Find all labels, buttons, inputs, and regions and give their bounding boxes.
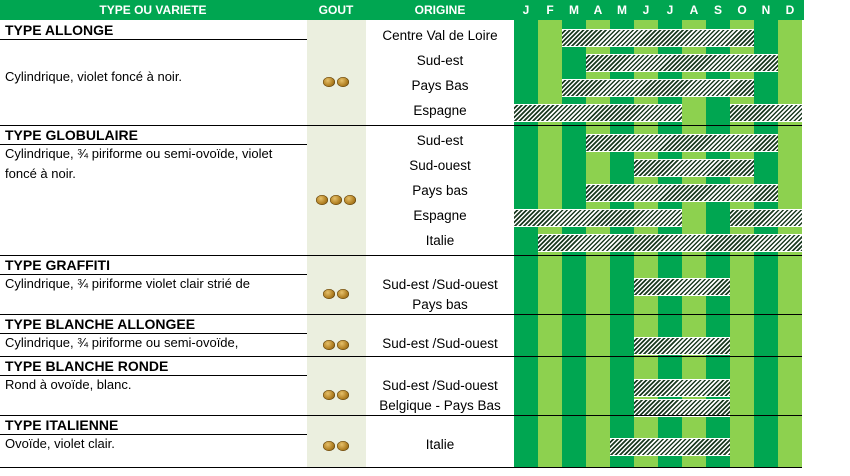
- table-bottom-line: [0, 467, 802, 468]
- availability-bar: [634, 337, 730, 355]
- availability-bar: [586, 134, 778, 152]
- taste-rating: [306, 441, 366, 451]
- month-header-8: A: [682, 0, 706, 20]
- taste-rating: [306, 390, 366, 400]
- availability-bar: [514, 209, 682, 227]
- section-divider: [0, 356, 802, 357]
- title-underline: [0, 274, 307, 275]
- section-description: Cylindrique, ¾ piriforme violet clair strié de: [5, 276, 250, 291]
- taste-nut-icon: [337, 441, 349, 451]
- origin-label: Italie: [425, 233, 455, 248]
- section-description: Rond à ovoïde, blanc.: [5, 377, 132, 392]
- availability-bar: [634, 379, 730, 397]
- availability-bar: [634, 159, 754, 177]
- month-header-10: O: [730, 0, 754, 20]
- origin-label: Sud-est /Sud-ouest: [382, 378, 498, 393]
- title-underline: [0, 39, 307, 40]
- month-header-11: N: [754, 0, 778, 20]
- section-description: Ovoïde, violet clair.: [5, 436, 115, 451]
- origin-label: Sud-est /Sud-ouest: [382, 277, 498, 292]
- origin-label: Espagne: [413, 103, 467, 118]
- section-description: Cylindrique, ¾ piriforme ou semi-ovoïde,: [5, 335, 239, 350]
- month-header-1: J: [514, 0, 538, 20]
- title-underline: [0, 434, 307, 435]
- section-description: Cylindrique, violet foncé à noir.: [5, 69, 183, 84]
- header-type-variety: TYPE OU VARIETE: [0, 0, 306, 20]
- origin-label: Pays bas: [412, 297, 468, 312]
- month-header-3: M: [562, 0, 586, 20]
- section-title: TYPE ALLONGE: [5, 22, 114, 38]
- month-header-4: A: [586, 0, 610, 20]
- origin-label: Sud-est /Sud-ouest: [382, 336, 498, 351]
- taste-nut-icon: [323, 340, 335, 350]
- taste-column: [307, 20, 366, 468]
- origin-label: Pays Bas: [411, 78, 469, 93]
- origin-label: Espagne: [413, 208, 467, 223]
- taste-nut-icon: [337, 390, 349, 400]
- section-divider: [0, 125, 802, 126]
- section-divider: [0, 255, 802, 256]
- origin-label: Italie: [425, 437, 455, 452]
- taste-nut-icon: [337, 289, 349, 299]
- title-underline: [0, 375, 307, 376]
- header-origin: ORIGINE: [366, 0, 514, 20]
- title-underline: [0, 333, 307, 334]
- section-title: TYPE ITALIENNE: [5, 417, 119, 433]
- availability-bar: [538, 234, 802, 252]
- availability-bar: [562, 79, 754, 97]
- availability-bar: [514, 104, 682, 122]
- taste-nut-icon: [337, 340, 349, 350]
- availability-bar: [730, 209, 802, 227]
- taste-rating: [306, 195, 366, 205]
- availability-bar: [634, 278, 730, 296]
- month-header-7: J: [658, 0, 682, 20]
- taste-nut-icon: [337, 77, 349, 87]
- availability-bar: [610, 438, 730, 456]
- origin-label: Sud-est: [416, 53, 464, 68]
- taste-nut-icon: [316, 195, 328, 205]
- taste-nut-icon: [330, 195, 342, 205]
- taste-nut-icon: [344, 195, 356, 205]
- month-header-9: S: [706, 0, 730, 20]
- taste-rating: [306, 77, 366, 87]
- origin-label: Centre Val de Loire: [382, 28, 498, 43]
- availability-bar: [586, 184, 778, 202]
- month-header-12: D: [778, 0, 802, 20]
- month-header-6: J: [634, 0, 658, 20]
- header-filler: [802, 0, 804, 20]
- taste-nut-icon: [323, 390, 335, 400]
- origin-label: Sud-est: [416, 133, 464, 148]
- section-description: Cylindrique, ¾ piriforme ou semi-ovoïde, violet foncé à noir.: [5, 146, 273, 181]
- taste-rating: [306, 289, 366, 299]
- origin-label: Pays bas: [412, 183, 468, 198]
- section-title: TYPE BLANCHE ALLONGEE: [5, 316, 196, 332]
- taste-nut-icon: [323, 289, 335, 299]
- availability-bar: [730, 104, 802, 122]
- month-header-5: M: [610, 0, 634, 20]
- section-title: TYPE BLANCHE RONDE: [5, 358, 169, 374]
- origin-label: Sud-ouest: [409, 158, 471, 173]
- section-divider: [0, 314, 802, 315]
- taste-nut-icon: [323, 441, 335, 451]
- section-divider: [0, 415, 802, 416]
- taste-rating: [306, 340, 366, 350]
- section-title: TYPE GLOBULAIRE: [5, 127, 139, 143]
- origin-label: Belgique - Pays Bas: [379, 398, 501, 413]
- header-taste: GOUT: [306, 0, 366, 20]
- taste-nut-icon: [323, 77, 335, 87]
- availability-bar: [562, 29, 754, 47]
- month-header-2: F: [538, 0, 562, 20]
- availability-bar: [586, 54, 778, 72]
- title-underline: [0, 144, 307, 145]
- section-title: TYPE GRAFFITI: [5, 257, 110, 273]
